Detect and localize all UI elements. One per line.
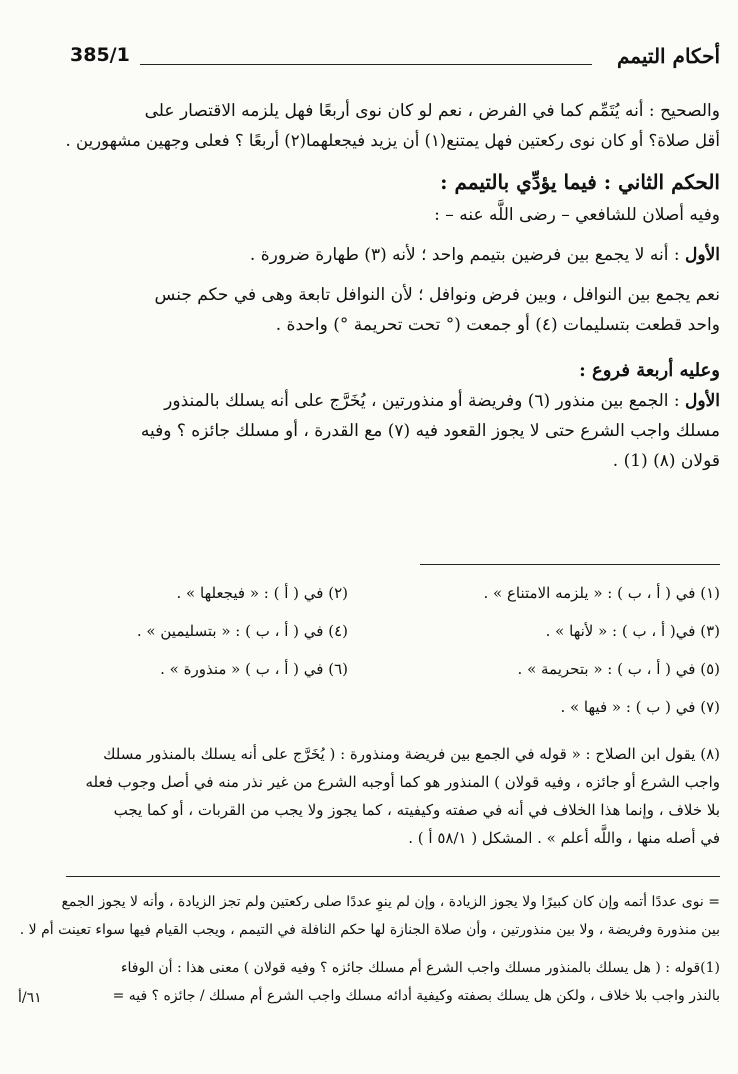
body-line: والصحيح : أنه يُتَمِّم كما في الفرض ، نعم لو كان نوى أربعًا فهل يلزمه الاقتصار على	[144, 101, 720, 121]
note-line: بين منذورة وفريضة ، ولا بين منذورتين ، وأن صلاة الجنازة لها حكم النافلة في التيمم ، ويجب القيام فيها سواء تعينت أم لا .	[19, 922, 720, 938]
footnote-row	[66, 652, 720, 690]
footnote-line: بلا خلاف ، وإنما هذا الخلاف في أنه في صفته وكيفيته ، كما يجوز ولا يجب من القربات ، أو كما يجب	[113, 801, 720, 819]
note-line: بالنذر واجب بلا خلاف ، ولكن هل يسلك بصفته وكيفية أدائه مسلك واجب الشرع أم مسلك / جائزه ؟ فيه =	[112, 988, 720, 1004]
running-header	[70, 44, 720, 78]
body-line: مسلك واجب الشرع حتى لا يجوز القعود فيه (٧) مع القدرة ، أو مسلك جائزه ؟ وفيه	[140, 421, 720, 441]
body-line: قولان (٨) (1) .	[612, 451, 720, 471]
notes-rule	[66, 876, 720, 877]
footnote-8	[66, 740, 720, 852]
footnote-line: في أصله منها ، واللَّه أعلم » . المشكل ( ٥٨/١ أ ) .	[408, 829, 720, 847]
footnote: (٤) في ( أ ، ب ) : « بتسليمين » .	[136, 622, 348, 640]
note-line: = نوى عددًا أتمه وإن كان كبيرًا ولا يجوز الزيادة ، وإن لم ينوِ عددًا صلى ركعتين ولم تجز الزيادة ، وأنه لا يجوز الجمع	[61, 894, 720, 910]
manuscript-folio-ref: ٦١/أ	[18, 990, 42, 1006]
footnote-line: واجب الشرع أو جائزه ، وفيه قولان ) المنذور هو كما أوجبه الشرع من غير نذر منه في أصل وجوب فعله	[85, 773, 720, 791]
editor-notes	[20, 888, 720, 1010]
body-line: أقل صلاة؟ أو كان نوى ركعتين فهل يمتنع(١) أن يزيد فيجعلهما(٢) أربعًا ؟ فعلى وجهين مشهورين .	[65, 131, 720, 150]
footnote: (٣) في( أ ، ب ) : « لأنها » .	[545, 622, 720, 640]
branch-first	[66, 386, 720, 416]
footnote-row	[66, 614, 720, 652]
branch-first-text: : الجمع بين منذور (٦) وفريضة أو منذورتين ، يُخَرَّج على أنه يسلك بالمنذور	[164, 391, 680, 411]
chapter-title: أحكام التيمم	[617, 44, 720, 68]
page-number: 385/1	[70, 44, 130, 66]
footnotes	[66, 576, 720, 728]
footnote: (٥) في ( أ ، ب ) : « بتحريمة » .	[517, 660, 720, 678]
footnote-row	[66, 576, 720, 614]
header-rule	[140, 64, 592, 65]
section-heading: الحكم الثاني : فيما يؤدِّي بالتيمم :	[440, 170, 720, 194]
intro-line: وفيه أصلان للشافعي – رضى اللَّه عنه – :	[434, 205, 720, 225]
branches-heading: وعليه أربعة فروع :	[579, 360, 720, 381]
first-origin	[66, 240, 720, 270]
main-text	[66, 96, 720, 476]
footnote: (٦) في ( أ ، ب ) « منذورة » .	[160, 660, 348, 678]
first-origin-text: : أنه لا يجمع بين فرضين بتيمم واحد ؛ لأنه (٣) طهارة ضرورة .	[249, 245, 680, 265]
footnote-rule	[420, 564, 720, 565]
footnote: (٧) في ( ب ) : « فيها » .	[560, 698, 720, 716]
footnote: (١) في ( أ ، ب ) : « يلزمه الامتناع » .	[483, 584, 720, 602]
branch-first-label: الأول	[685, 391, 720, 411]
footnote-line: (٨) يقول ابن الصلاح : « قوله في الجمع بين فريضة ومنذورة : ( يُخَرَّج على أنه يسلك بالمنذور مسلك	[103, 745, 720, 763]
body-line: واحد قطعت بتسليمات (٤) أو جمعت (° تحت تحريمة °) واحدة .	[275, 315, 720, 335]
footnote-row	[66, 690, 720, 728]
footnote: (٢) في ( أ ) : « فيجعلها » .	[176, 584, 348, 602]
first-origin-label: الأول	[685, 245, 720, 265]
note-line: (1)قوله : ( هل يسلك بالمنذور مسلك واجب الشرع أم مسلك جائزه ؟ وفيه قولان ) معنى هذا : أن الوفاء	[120, 960, 720, 976]
body-line: نعم يجمع بين النوافل ، وبين فرض ونوافل ؛ لأن النوافل تابعة وهى في حكم جنس	[154, 285, 720, 305]
